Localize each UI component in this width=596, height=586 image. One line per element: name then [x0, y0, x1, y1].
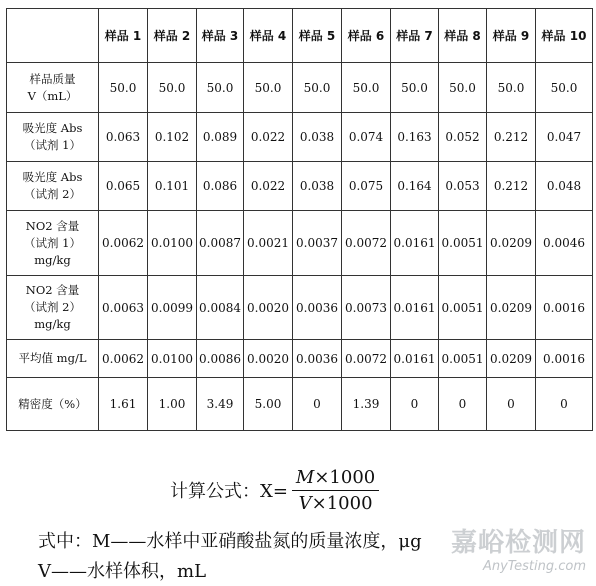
header-cell: 样品 3 — [197, 9, 244, 63]
table-row — [7, 162, 593, 211]
table-cell: 0 — [391, 378, 439, 431]
table-cell: 0.0161 — [391, 340, 439, 378]
table-cell: 0.0036 — [293, 340, 342, 378]
table-row — [7, 340, 593, 378]
table-cell: 0.0036 — [293, 276, 342, 340]
header-cell: 样品 5 — [293, 9, 342, 63]
watermark-en: AnyTesting.com — [482, 559, 586, 574]
table-cell: 50.0 — [342, 63, 391, 113]
table-cell: 50.0 — [148, 63, 197, 113]
table-cell: 50.0 — [244, 63, 293, 113]
table-cell: 0.0051 — [439, 340, 487, 378]
table-cell: 0 — [536, 378, 593, 431]
table-cell: 3.49 — [197, 378, 244, 431]
table-cell: 0.063 — [99, 113, 148, 162]
formula-prefix: 计算公式：X= — [170, 481, 288, 502]
row-label-line: NO2 含量 — [25, 283, 80, 297]
row-label-line: 样品质量 — [29, 71, 76, 86]
table-cell: 0.0100 — [148, 211, 197, 276]
table-cell: 0.0099 — [148, 276, 197, 340]
table-cell: 0.0062 — [99, 340, 148, 378]
row-label-line: （试剂 1） — [24, 138, 81, 152]
table-cell: 0.0016 — [536, 340, 593, 378]
table-cell: 0.0072 — [342, 340, 391, 378]
table-cell: 5.00 — [244, 378, 293, 431]
table-cell: 0.0021 — [244, 211, 293, 276]
header-cell: 样品 1 — [99, 9, 148, 63]
table-row — [7, 113, 593, 162]
table-cell: 1.00 — [148, 378, 197, 431]
header-corner — [7, 9, 99, 63]
table-cell: 0 — [487, 378, 536, 431]
row-label-line: 精密度（%） — [18, 396, 87, 411]
table-cell: 0.212 — [487, 162, 536, 211]
row-label — [7, 113, 99, 162]
row-label-line: （试剂 1） — [24, 235, 81, 250]
table-cell: 0.0020 — [244, 276, 293, 340]
table-cell: 0 — [293, 378, 342, 431]
table-cell: 0.0037 — [293, 211, 342, 276]
table-cell: 0.212 — [487, 113, 536, 162]
table-cell: 0.0051 — [439, 211, 487, 276]
table-cell: 0.0084 — [197, 276, 244, 340]
table-cell: 0.0100 — [148, 340, 197, 378]
table-cell: 0.164 — [391, 162, 439, 211]
table-cell: 0.0062 — [99, 211, 148, 276]
table-cell: 0.0072 — [342, 211, 391, 276]
table-cell: 0.0161 — [391, 211, 439, 276]
row-label-line: V（mL） — [27, 88, 78, 103]
formula-numerator: M×1000 — [292, 467, 379, 491]
table-cell: 0.0209 — [487, 340, 536, 378]
table-cell: 0.074 — [342, 113, 391, 162]
table-cell: 0.053 — [439, 162, 487, 211]
header-row — [7, 9, 593, 63]
table-cell: 0.0020 — [244, 340, 293, 378]
table-cell: 0.0161 — [391, 276, 439, 340]
row-label-line: mg/kg — [34, 252, 71, 267]
note-m: 式中：M——水样中亚硝酸盐氮的质量浓度，μg — [38, 531, 422, 552]
table-cell: 0.038 — [293, 162, 342, 211]
row-label-line: 吸光度 Abs — [22, 121, 83, 135]
table-cell: 0.086 — [197, 162, 244, 211]
header-cell: 样品 4 — [244, 9, 293, 63]
table-cell: 50.0 — [197, 63, 244, 113]
table-cell: 50.0 — [99, 63, 148, 113]
table-cell: 0.0209 — [487, 276, 536, 340]
table-row — [7, 378, 593, 431]
row-label — [7, 276, 99, 340]
header-cell: 样品 9 — [487, 9, 536, 63]
watermark-cn: 嘉峪检测网 — [450, 528, 586, 558]
table-cell: 0.0016 — [536, 276, 593, 340]
header-cell: 样品 8 — [439, 9, 487, 63]
formula-fraction — [292, 467, 379, 514]
table-cell: 0.052 — [439, 113, 487, 162]
row-label — [7, 340, 99, 378]
row-label-line: （试剂 2） — [24, 300, 81, 314]
table-cell: 0 — [439, 378, 487, 431]
table-cell: 0.0087 — [197, 211, 244, 276]
table-cell: 0.102 — [148, 113, 197, 162]
row-label-line: mg/kg — [34, 317, 71, 331]
table-row — [7, 63, 593, 113]
table-cell: 0.101 — [148, 162, 197, 211]
table-cell: 0.0209 — [487, 211, 536, 276]
table-cell: 0.022 — [244, 113, 293, 162]
table-row — [7, 276, 593, 340]
row-label-line: （试剂 2） — [24, 187, 81, 201]
table-cell: 50.0 — [439, 63, 487, 113]
table-cell: 0.089 — [197, 113, 244, 162]
table-cell: 0.065 — [99, 162, 148, 211]
table-cell: 1.61 — [99, 378, 148, 431]
row-label-line: 吸光度 Abs — [22, 170, 83, 184]
table-cell: 50.0 — [391, 63, 439, 113]
row-label — [7, 162, 99, 211]
results-table — [6, 8, 593, 431]
row-label — [7, 378, 99, 431]
row-label-line: 平均值 mg/L — [18, 351, 87, 365]
row-label-line: NO2 含量 — [25, 218, 80, 233]
table-cell: 0.0051 — [439, 276, 487, 340]
table-row — [7, 211, 593, 276]
row-label — [7, 63, 99, 113]
table-cell: 0.047 — [536, 113, 593, 162]
table-cell: 50.0 — [536, 63, 593, 113]
table-cell: 0.048 — [536, 162, 593, 211]
table-cell: 0.022 — [244, 162, 293, 211]
table-cell: 0.0073 — [342, 276, 391, 340]
table-cell: 50.0 — [293, 63, 342, 113]
header-cell: 样品 6 — [342, 9, 391, 63]
note-v: V——水样体积，mL — [38, 561, 207, 582]
watermark — [451, 522, 586, 574]
table-cell: 0.075 — [342, 162, 391, 211]
table-cell: 1.39 — [342, 378, 391, 431]
table-cell: 0.038 — [293, 113, 342, 162]
row-label — [7, 211, 99, 276]
table-cell: 0.0046 — [536, 211, 593, 276]
header-cell: 样品 7 — [391, 9, 439, 63]
header-cell: 样品 2 — [148, 9, 197, 63]
header-cell: 样品 10 — [536, 9, 593, 63]
table-cell: 0.0086 — [197, 340, 244, 378]
table-cell: 50.0 — [487, 63, 536, 113]
formula-denominator: V×1000 — [298, 492, 373, 514]
table-cell: 0.163 — [391, 113, 439, 162]
formula — [170, 459, 379, 521]
table-cell: 0.0063 — [99, 276, 148, 340]
